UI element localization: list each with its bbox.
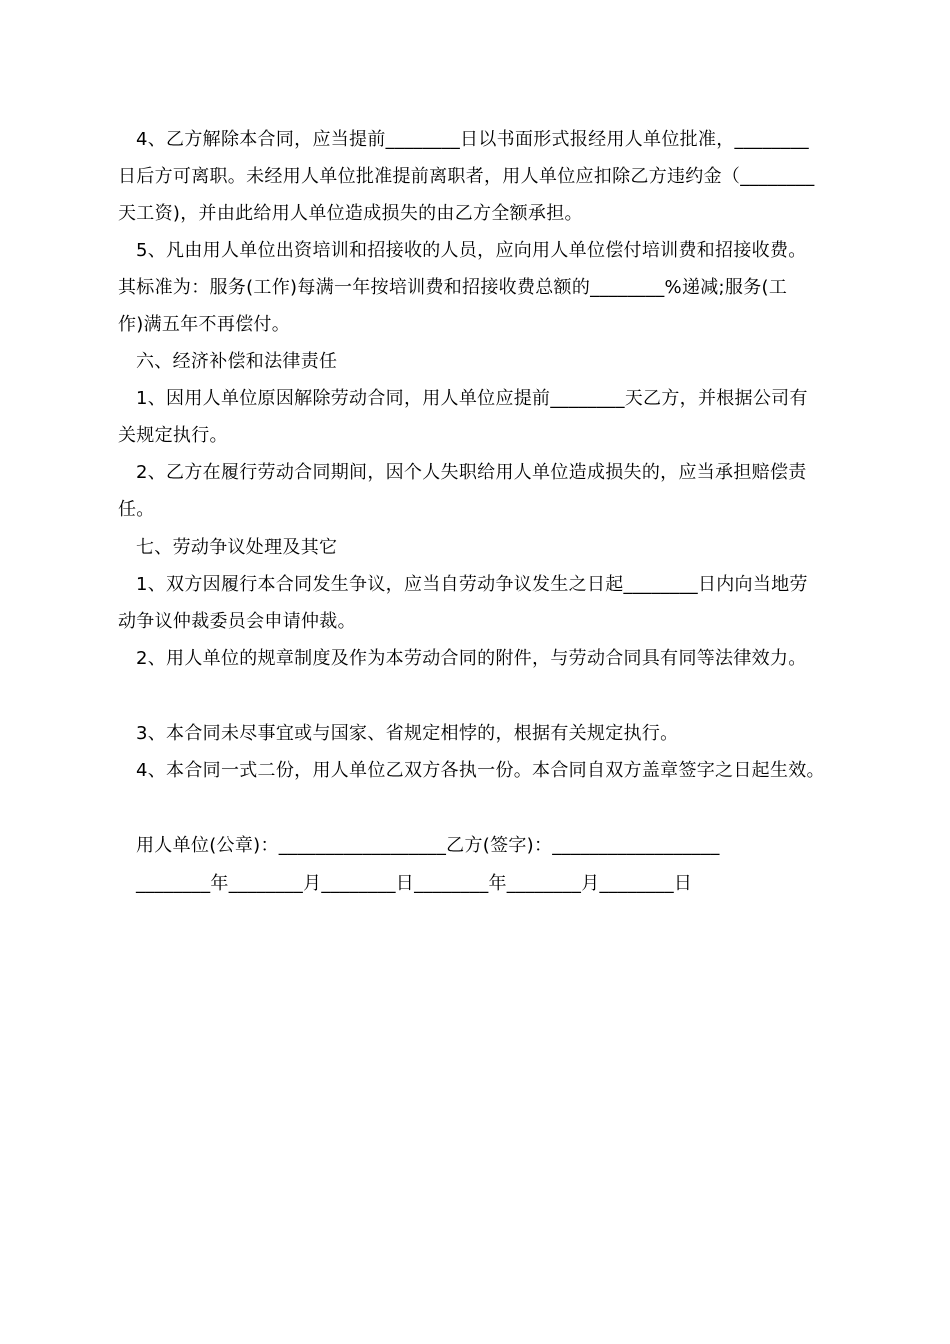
section-6-heading: 六、经济补偿和法律责任 xyxy=(136,351,338,372)
clause-4-line-1: 4、乙方解除本合同，应当提前________日以书面形式报经用人单位批准，________ xyxy=(136,129,809,150)
section-7-clause-3: 3、本合同未尽事宜或与国家、省规定相悖的，根据有关规定执行。 xyxy=(136,723,679,744)
clause-5-line-3: 作)满五年不再偿付。 xyxy=(118,314,291,335)
section-7-clause-2: 2、用人单位的规章制度及作为本劳动合同的附件，与劳动合同具有同等法律效力。 xyxy=(136,648,807,669)
section-7-clause-1-line-2: 动争议仲裁委员会申请仲裁。 xyxy=(118,611,356,632)
clause-4-line-3: 天工资)，并由此给用人单位造成损失的由乙方全额承担。 xyxy=(118,203,583,224)
section-6-clause-2-line-2: 任。 xyxy=(118,499,155,520)
section-7-clause-1-line-1: 1、双方因履行本合同发生争议，应当自劳动争议发生之日起________日内向当地劳 xyxy=(136,574,808,595)
date-line: ________年________月________日________年________月________日 xyxy=(136,873,693,894)
section-6-clause-2-line-1: 2、乙方在履行劳动合同期间，因个人失职给用人单位造成损失的，应当承担赔偿责 xyxy=(136,462,807,483)
section-6-clause-1-line-2: 关规定执行。 xyxy=(118,425,228,446)
section-7-heading: 七、劳动争议处理及其它 xyxy=(136,537,338,558)
clause-4-line-2: 日后方可离职。未经用人单位批准提前离职者，用人单位应扣除乙方违约金（________ xyxy=(118,166,815,187)
clause-5-line-1: 5、凡由用人单位出资培训和招接收的人员，应向用人单位偿付培训费和招接收费。 xyxy=(136,240,807,261)
section-6-clause-1-line-1: 1、因用人单位原因解除劳动合同，用人单位应提前________天乙方，并根据公司有 xyxy=(136,388,808,409)
section-7-clause-4: 4、本合同一式二份，用人单位乙双方各执一份。本合同自双方盖章签字之日起生效。 xyxy=(136,760,825,781)
signature-line: 用人单位(公章)：__________________乙方(签字)：__________________ xyxy=(136,835,720,856)
clause-5-line-2: 其标准为：服务(工作)每满一年按培训费和招接收费总额的________%递减;服务(工 xyxy=(118,277,788,298)
